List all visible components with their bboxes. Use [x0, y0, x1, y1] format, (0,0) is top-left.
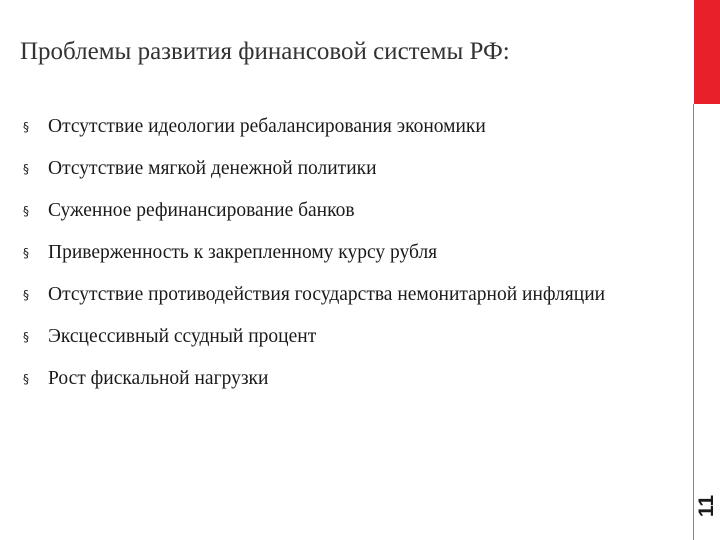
bullet-marker-icon: § [23, 246, 29, 260]
bullet-item [22, 106, 682, 148]
bullet-text: Эксцессивный ссудный процент [48, 326, 317, 347]
slide-title: Проблемы развития финансовой системы РФ: [20, 38, 510, 65]
bullet-text: Рост фискальной нагрузки [48, 368, 269, 389]
bullet-item [22, 232, 682, 274]
slide-number [694, 486, 720, 526]
bullet-marker-icon: § [23, 330, 29, 344]
bullet-text: Приверженность к закрепленному курсу рубля [48, 242, 438, 263]
bullet-marker-icon: § [23, 120, 29, 134]
accent-block [694, 0, 720, 104]
bullet-item [22, 274, 648, 316]
bullet-text: Отсутствие мягкой денежной политики [48, 158, 377, 179]
bullet-marker-icon: § [23, 204, 29, 218]
bullet-text: Отсутствие идеологии ребалансирования экономики [48, 116, 486, 137]
bullet-text: Суженное рефинансирование банков [48, 200, 355, 221]
bullet-text: Отсутствие противодействия государства немонитарной инфляции [48, 284, 606, 305]
bullet-list [22, 106, 682, 400]
bullet-marker-icon: § [23, 162, 29, 176]
bullet-item [22, 148, 682, 190]
bullet-marker-icon: § [23, 288, 29, 302]
bullet-item [22, 316, 682, 358]
bullet-item [22, 190, 682, 232]
bullet-marker-icon: § [23, 372, 29, 386]
bullet-item [22, 358, 682, 400]
side-divider [693, 104, 694, 540]
slide-number-text: 11 [694, 494, 718, 518]
